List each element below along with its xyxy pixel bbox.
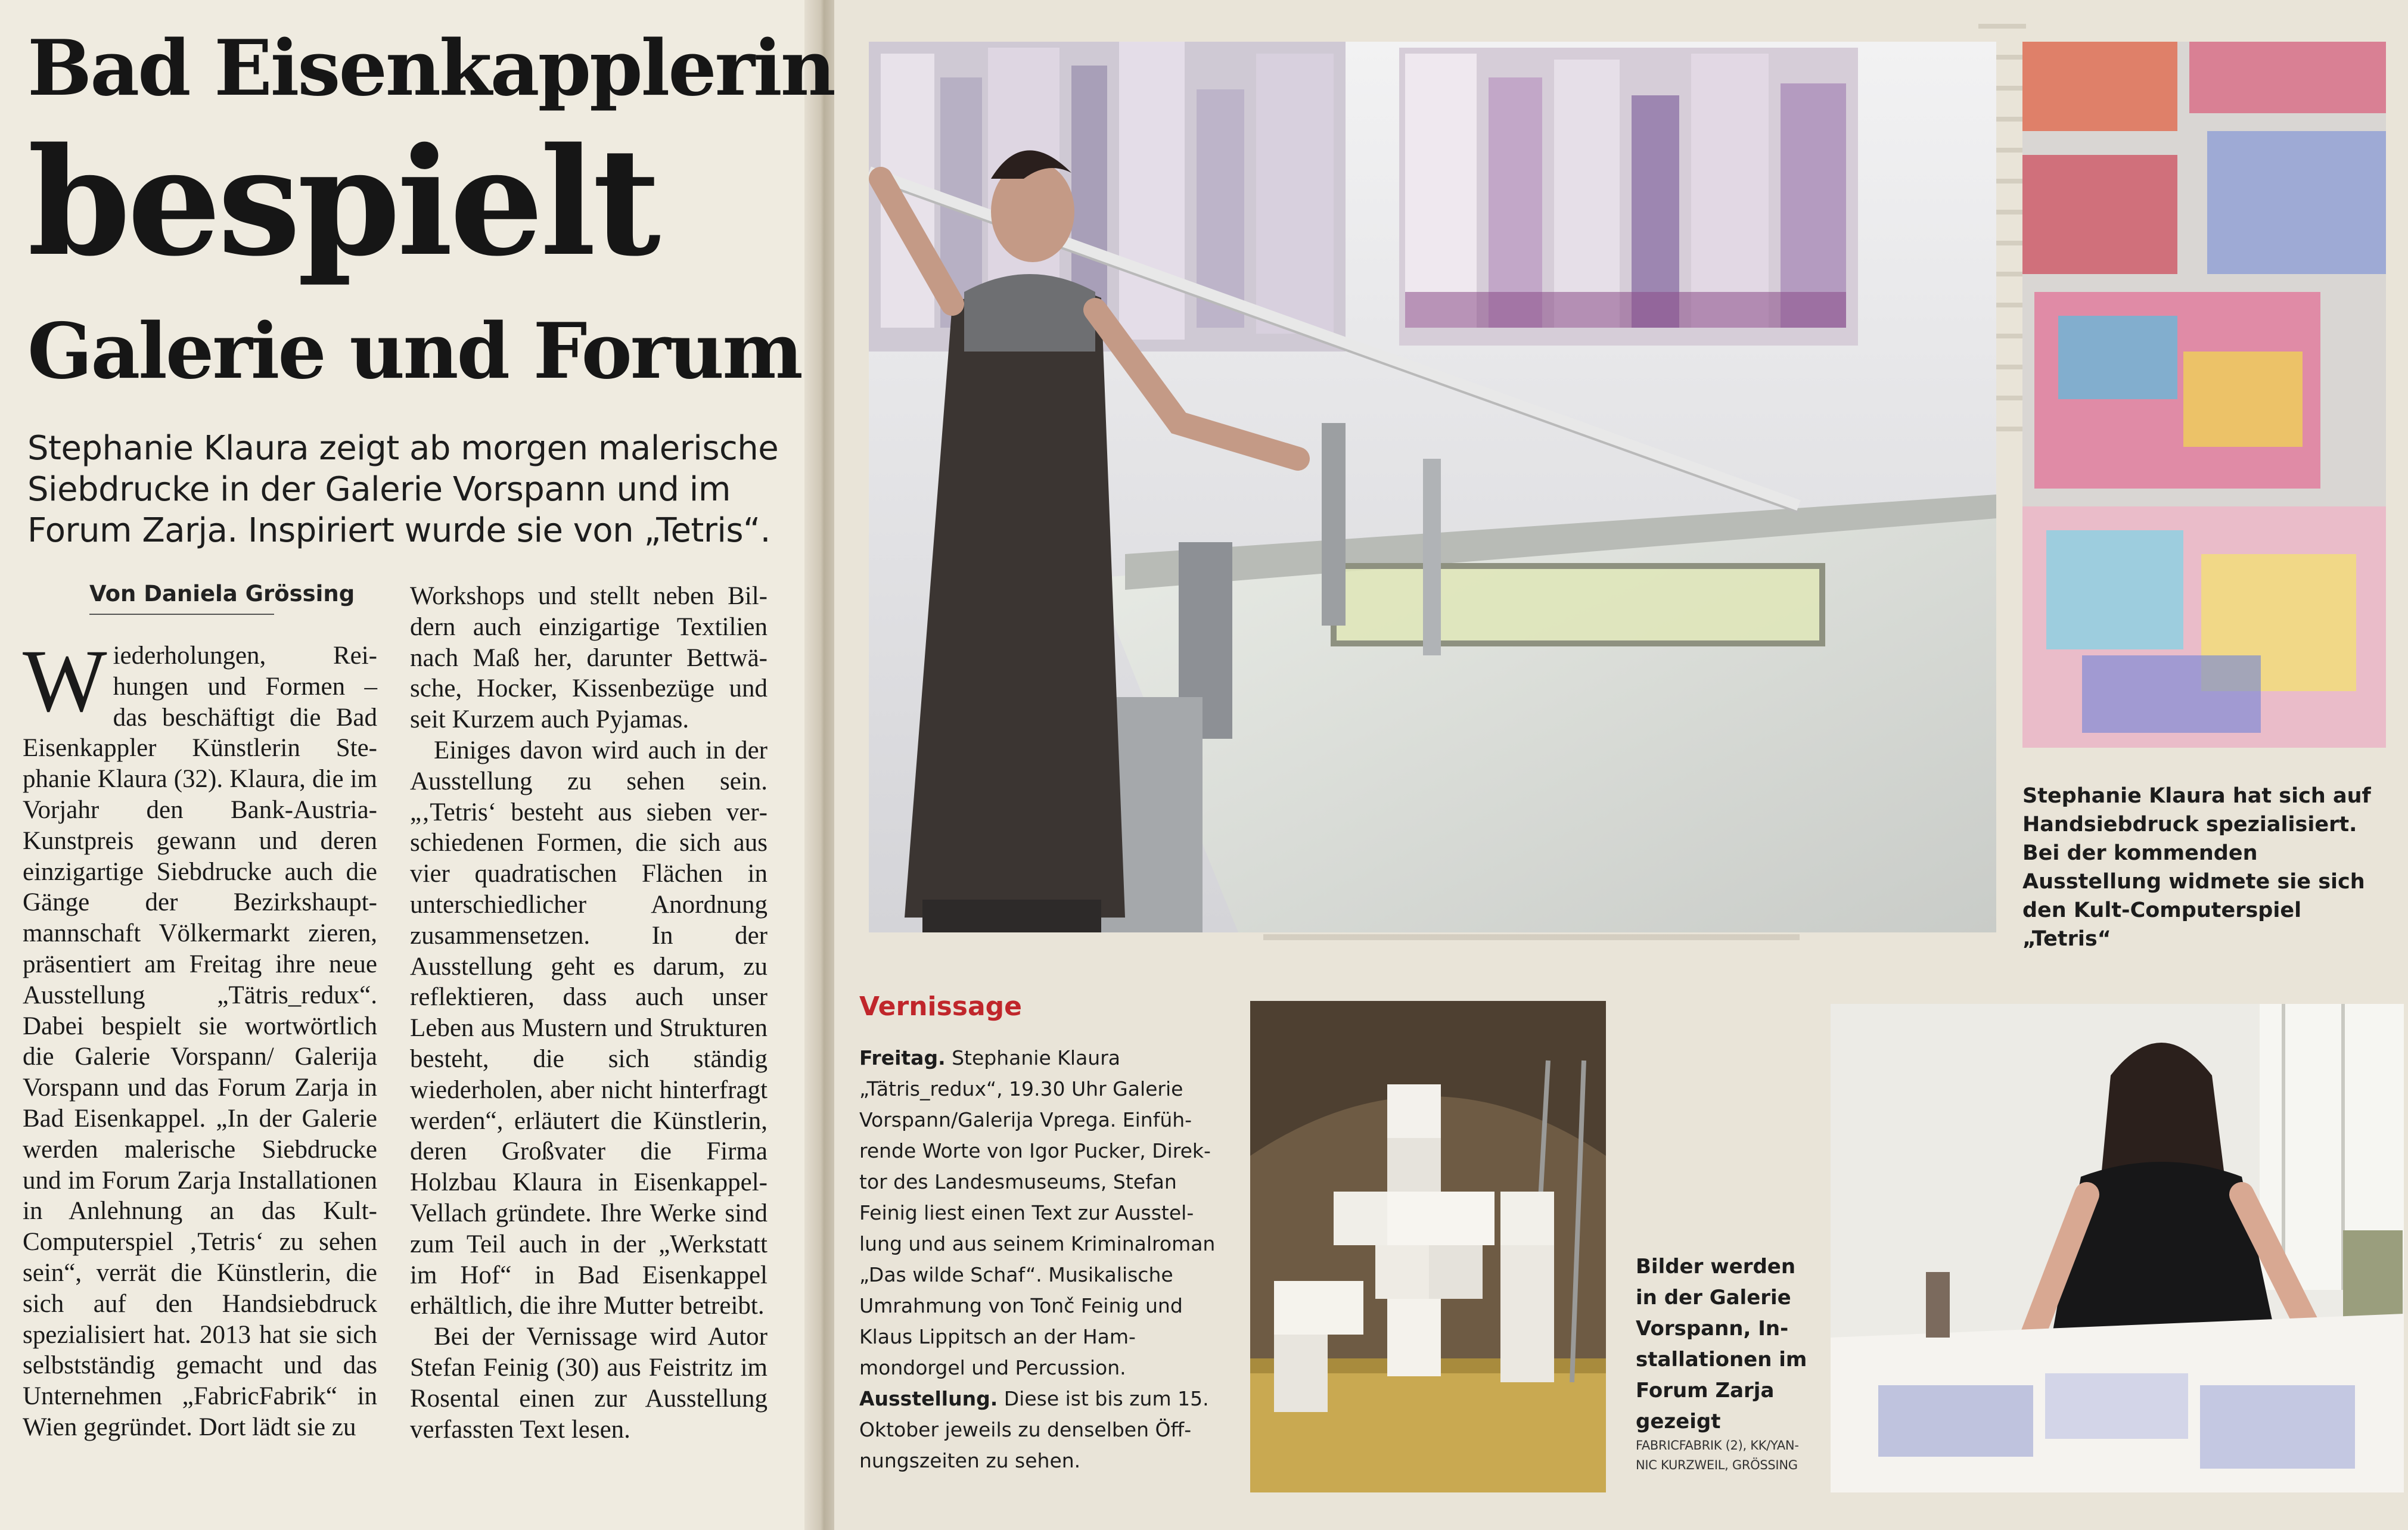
- article-paragraph: Bei der Vernissage wird Autor Stefan Feinig (30) aus Feistritz im Rosental einen zur Ausstellung verfassten Text lesen.: [410, 1323, 768, 1444]
- article-column-2: [410, 581, 768, 1445]
- photo-screen-printing: [869, 42, 1996, 932]
- vernissage-friday-label: Freitag.: [859, 1046, 946, 1069]
- article-column-1: [23, 632, 377, 1443]
- vernissage-friday-text: Stephanie Klaura „Tätris_redux“, 19.30 Uhr Galerie Vorspann/Galerija Vprega. Einführende Worte von Igor Pucker, Direktor des Landesmuseums, Stefan Feinig liest einen Text zur Ausstellung und aus seinem Kriminalroman „Das wilde Schaf“. Musikalische Umrahmung von Tonč Feinig und Klaus Lippitsch an der Hammondorgel und Percussion.: [859, 1046, 1216, 1379]
- vernissage-box: [859, 989, 1223, 1476]
- vernissage-body: [859, 1043, 1223, 1476]
- vernissage-exhibition-text: Diese ist bis zum 15. Oktober jeweils zu denselben Öffnungszeiten zu sehen.: [859, 1387, 1209, 1472]
- byline-rule: [89, 614, 274, 615]
- drop-cap: W: [23, 632, 107, 730]
- photo-tetris-installation: [1250, 1001, 1606, 1492]
- photo-artist-portrait: [1831, 1004, 2404, 1492]
- vernissage-title: Vernissage: [859, 991, 1023, 1022]
- headline-line-3: Galerie und Forum: [27, 307, 801, 396]
- caption-gallery: Bilder werden in der Galerie Vorspann, Installationen im Forum Zarja gezeigt: [1636, 1255, 1807, 1433]
- article-text-col1: iederholungen, Reihungen und Formen – das beschäftigt die Bad Eisenkappler Künstlerin Stephanie Klaura (32). Klaura, die im Vorjahr den Bank-Austria-Kunstpreis gewann und deren einzigartige Siebdrucke auch die Gänge der Bezirkshauptmannschaft Völkermarkt zieren, präsentiert am Freitag ihre neue Ausstellung „Tätris_redux“. Dabei bespielt sie wortwörtlich die Galerie Vorspann/ Galerija Vorspann und das Forum Zarja in Bad Eisenkappel. „In der Galerie werden malerische Siebdrucke und im Forum Zarja Installationen in Anlehnung an das Kult-Computerspiel ‚Tetris‘ zu sehen sein“, verrät die Künstlerin, die sich auf den Handsiebdruck spezialisiert hat. 2013 hat sie sich selbstständig gemacht und das Unternehmen „FabricFabrik“ in Wien gegründet. Dort lädt sie zu: [23, 642, 377, 1441]
- photo-printed-artworks: [2022, 42, 2386, 748]
- subtitle: Stephanie Klaura zeigt ab morgen malerische Siebdrucke in der Galerie Vorspann und im Forum Zarja. Inspiriert wurde sie von „Tetris“.: [27, 429, 779, 550]
- headline-line-1: Bad Eisenkapplerin: [27, 24, 834, 113]
- byline: Von Daniela Grössing: [89, 581, 355, 607]
- headline-line-2: bespielt: [27, 116, 657, 289]
- article-paragraph: Einiges davon wird auch in der Ausstellung zu sehen sein. „‚Tetris‘ besteht aus sieben verschiedenen Formen, die sich aus vier quadratischen Flächen in unterschiedlicher Anordnung zusammensetzen. In der Ausstellung geht es darum, zu reflektieren, dass auch unser Leben aus Mustern und Strukturen besteht, die sich ständig wiederholen, aber nicht hinterfragt werden“, erläutert die Künstlerin, deren Großvater die Firma Holzbau Klaura in Eisenkappel-Vellach gründete. Ihre Werke sind zum Teil auch in der „Werkstatt im Hof“ in Bad Eisenkappel erhältlich, die ihre Mutter betreibt.: [410, 736, 768, 1320]
- caption-prints: Stephanie Klaura hat sich auf Handsiebdruck spezialisiert. Bei der kommenden Ausstellung widmete sie sich den Kult-Computerspiel „Tetris“: [2022, 784, 2371, 951]
- vernissage-exhibition-label: Ausstellung.: [859, 1387, 998, 1410]
- photo-credit: FABRICFABRIK (2), KK/YANNIC KURZWEIL, GRÖSSING: [1636, 1438, 1799, 1472]
- article-paragraph: Workshops und stellt neben Bildern auch einzigartige Textilien nach Maß her, darunter Bettwäsche, Hocker, Kissenbezüge und seit Kurzem auch Pyjamas.: [410, 582, 768, 734]
